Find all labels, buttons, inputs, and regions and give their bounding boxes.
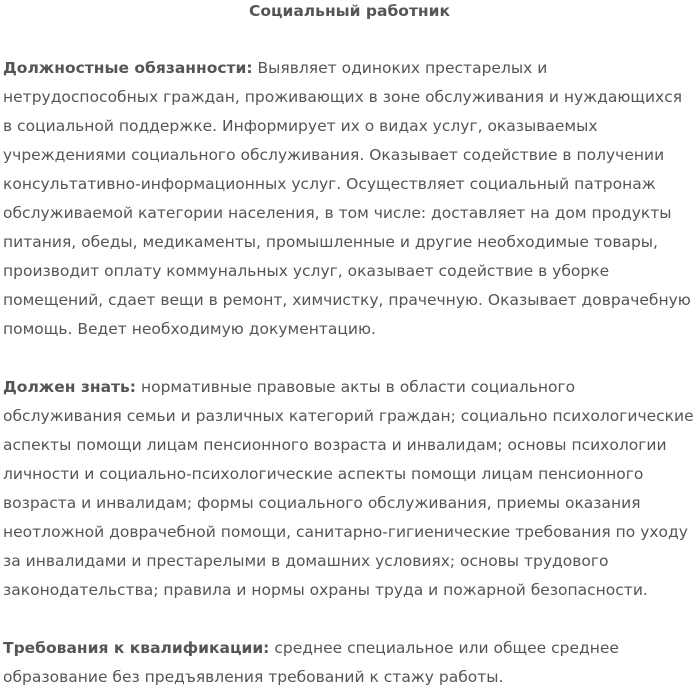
section-duties [3, 54, 696, 344]
section-qualification [3, 634, 696, 692]
section-qualification-label: Требования к квалификации: [3, 639, 270, 657]
section-knowledge-label: Должен знать: [3, 378, 137, 396]
section-knowledge-text: нормативные правовые акты в области социального обслуживания семьи и различных категорий граждан; социально психологические аспекты помощи лицам пенсионного возраста и инвалидам; основы психологии личности и социально-психологические аспекты помощи лицам пенсионного возраста и инвалидам; формы социального обслуживания, приемы оказания неотложной доврачебной помощи, санитарно-гигиенические требования по уходу за инвалидами и престарелыми в домашних условиях; основы трудового законодательства; правила и нормы охраны труда и пожарной безопасности. [3, 378, 694, 599]
document-title: Социальный работник [248, 2, 451, 20]
section-qualification-text: среднее специальное или общее среднее образование без предъявления требований к стажу работы. [3, 639, 619, 686]
section-duties-label: Должностные обязанности: [3, 59, 253, 77]
section-duties-text: Выявляет одиноких престарелых и нетрудоспособных граждан, проживающих в зоне обслуживания и нуждающихся в социальной поддержке. Информирует их о видах услуг, оказываемых учреждениями социального обслуживания. Оказывает содействие в получении консультативно-информационных услуг. Осуществляет социальный патронаж обслуживаемой категории населения, в том числе: доставляет на дом продукты питания, обеды, медикаменты, промышленные и другие необходимые товары, производит оплату коммунальных услуг, оказывает содействие в уборке помещений, сдает вещи в ремонт, химчистку, прачечную. Оказывает доврачебную помощь. Ведет необходимую документацию. [3, 59, 691, 338]
section-knowledge [3, 373, 696, 605]
